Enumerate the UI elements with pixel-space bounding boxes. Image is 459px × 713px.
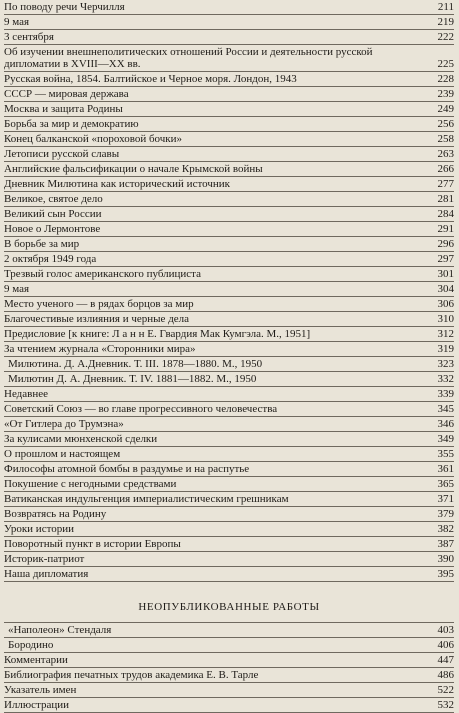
toc-entry xyxy=(4,683,454,698)
toc-entry-title: Поворотный пункт в истории Европы xyxy=(4,538,181,550)
toc-entry xyxy=(4,162,454,177)
toc-entry-page: 332 xyxy=(437,373,454,385)
toc-entry xyxy=(4,342,454,357)
toc-entry-title: Возвратясь на Родину xyxy=(4,508,107,520)
toc-entry-page: 365 xyxy=(437,478,454,490)
toc-entry-title: Уроки истории xyxy=(4,523,75,535)
toc-entry-title: 9 мая xyxy=(4,283,30,295)
toc-entry-title: Дневник Милютина как исторический источник xyxy=(4,178,230,190)
toc-entry-page: 319 xyxy=(437,343,454,355)
toc-entry-page: 379 xyxy=(437,508,454,520)
toc-entry xyxy=(4,177,454,192)
toc-entry xyxy=(4,87,454,102)
toc-entry-title: Место ученого — в рядах борцов за мир xyxy=(4,298,194,310)
toc-entry xyxy=(4,447,454,462)
toc-entry-page: 211 xyxy=(437,1,454,13)
toc-entry xyxy=(4,102,454,117)
toc-entry-page: 256 xyxy=(437,118,454,130)
toc-entry xyxy=(4,117,454,132)
toc-entry-title: Библиография печатных трудов академика Е. В. Тарле xyxy=(4,669,259,681)
toc-entry-title: Бородино xyxy=(8,639,54,651)
toc-entry-title: «От Гитлера до Трумэна» xyxy=(4,418,124,430)
toc-entry-title: Великое, святое дело xyxy=(4,193,103,205)
toc-entry-page: 395 xyxy=(437,568,454,580)
toc-entry-page: 346 xyxy=(437,418,454,430)
toc-entry-page: 310 xyxy=(437,313,454,325)
toc-entry-title: Иллюстрации xyxy=(4,699,70,711)
toc-entry xyxy=(4,237,454,252)
toc-entry-title: По поводу речи Черчилля xyxy=(4,1,125,13)
section-heading: НЕОПУБЛИКОВАННЫЕ РАБОТЫ xyxy=(4,598,454,623)
toc-entry xyxy=(4,492,454,507)
toc-entry-title: Недавнее xyxy=(4,388,49,400)
toc-entry-page: 312 xyxy=(437,328,454,340)
toc-entry-page: 390 xyxy=(437,553,454,565)
toc-entry xyxy=(4,638,454,653)
toc-entry-page: 225 xyxy=(437,58,454,70)
toc-entry-title: 9 мая xyxy=(4,16,30,28)
toc-entry-title: Покушение с негодными средствами xyxy=(4,478,177,490)
toc-entry-page: 222 xyxy=(437,31,454,43)
toc-entry-title: Благочестивые излияния и черные дела xyxy=(4,313,190,325)
toc-entry xyxy=(4,282,454,297)
toc-entry-page: 266 xyxy=(437,163,454,175)
toc-entry xyxy=(4,192,454,207)
toc-entry-title: Великий сын России xyxy=(4,208,102,220)
toc-entry-page: 297 xyxy=(437,253,454,265)
toc-entry xyxy=(4,207,454,222)
toc-entry-title: За чтением журнала «Сторонники мира» xyxy=(4,343,196,355)
toc-entry-page: 249 xyxy=(437,103,454,115)
toc-entry xyxy=(4,327,454,342)
toc-entry-page: 406 xyxy=(437,639,454,651)
toc-entry-page: 291 xyxy=(437,223,454,235)
toc-entry-page: 403 xyxy=(437,624,454,636)
toc-entry-page: 323 xyxy=(437,358,454,370)
toc-entry-title: Предисловие [к книге: Л а н н Е. Гвардия Мак Кумгэла. М., 1951] xyxy=(4,328,311,340)
toc-entry-title: Летописи русской славы xyxy=(4,148,120,160)
toc-entry-page: 239 xyxy=(437,88,454,100)
toc-entry xyxy=(4,668,454,683)
toc-entry xyxy=(4,132,454,147)
toc-entry-page: 532 xyxy=(437,699,454,711)
toc-entry xyxy=(4,698,454,713)
toc-entry-page: 382 xyxy=(437,523,454,535)
toc-entry xyxy=(4,522,454,537)
toc-entry-title: Борьба за мир и демократию xyxy=(4,118,139,130)
toc-entry-title: Москва и защита Родины xyxy=(4,103,123,115)
toc-entry xyxy=(4,297,454,312)
toc-entry-title: Конец балканской «пороховой бочки» xyxy=(4,133,183,145)
toc-entry-page: 522 xyxy=(437,684,454,696)
toc-entry xyxy=(4,462,454,477)
toc-entry-title: Комментарии xyxy=(4,654,68,666)
toc-entry xyxy=(4,653,454,668)
toc-entry-title: Философы атомной бомбы в раздумье и на распутье xyxy=(4,463,250,475)
toc-entry xyxy=(4,477,454,492)
toc-entry xyxy=(4,402,454,417)
toc-entry-page: 258 xyxy=(437,133,454,145)
toc-entry xyxy=(4,552,454,567)
toc-entry-page: 284 xyxy=(437,208,454,220)
toc-entry xyxy=(4,567,454,582)
toc-entry-page: 361 xyxy=(437,463,454,475)
toc-entry xyxy=(4,312,454,327)
toc-entry-title: Английские фальсификации о начале Крымской войны xyxy=(4,163,263,175)
toc-entry-title: Милютин Д. А. Дневник. Т. IV. 1881—1882. М., 1950 xyxy=(8,373,257,385)
toc-entry-page: 228 xyxy=(437,73,454,85)
toc-entry-page: 349 xyxy=(437,433,454,445)
toc-entry xyxy=(4,72,454,87)
toc-entry xyxy=(4,222,454,237)
toc-entry-page: 281 xyxy=(437,193,454,205)
toc-entry xyxy=(4,507,454,522)
toc-entry xyxy=(4,417,454,432)
toc-entry xyxy=(4,432,454,447)
toc-entry xyxy=(4,147,454,162)
toc-entry-page: 219 xyxy=(437,16,454,28)
toc-entry-title: Историк-патриот xyxy=(4,553,85,565)
toc-entry xyxy=(4,252,454,267)
toc-entry-page: 306 xyxy=(437,298,454,310)
toc-entry xyxy=(4,537,454,552)
toc-entry-title: Советский Союз — во главе прогрессивного человечества xyxy=(4,403,278,415)
toc-entry xyxy=(4,15,454,30)
toc-entry-page: 296 xyxy=(437,238,454,250)
toc-entry-page: 339 xyxy=(437,388,454,400)
toc-entry-title: СССР — мировая держава xyxy=(4,88,129,100)
contents-list xyxy=(4,0,454,713)
section-spacer xyxy=(4,582,454,598)
toc-entry-title: 3 сентября xyxy=(4,31,54,43)
toc-entry-title: Указатель имен xyxy=(4,684,77,696)
toc-entry-title: Русская война, 1854. Балтийское и Черное моря. Лондон, 1943 xyxy=(4,73,297,85)
toc-entry-title: «Наполеон» Стендаля xyxy=(8,624,112,636)
toc-entry-page: 345 xyxy=(437,403,454,415)
toc-entry-page: 447 xyxy=(437,654,454,666)
toc-entry xyxy=(4,387,454,402)
toc-entry-page: 371 xyxy=(437,493,454,505)
toc-entry-title: Трезвый голос американского публициста xyxy=(4,268,202,280)
toc-entry-title: Ватиканская индульгенция империалистическим грешникам xyxy=(4,493,289,505)
toc-entry xyxy=(4,0,454,15)
toc-entry-page: 355 xyxy=(437,448,454,460)
toc-entry xyxy=(4,372,454,387)
toc-entry xyxy=(4,267,454,282)
toc-entry-page: 301 xyxy=(437,268,454,280)
toc-entry-page: 277 xyxy=(437,178,454,190)
toc-entry-title: О прошлом и настоящем xyxy=(4,448,121,460)
toc-entry-title: Об изучении внешнеполитических отношений России и деятельности русской дипломатии в XVIII—XX вв. xyxy=(4,46,373,70)
toc-entry-page: 387 xyxy=(437,538,454,550)
toc-entry-page: 304 xyxy=(437,283,454,295)
toc-entry-page: 263 xyxy=(437,148,454,160)
toc-entry-page: 486 xyxy=(437,669,454,681)
toc-entry-title: Новое о Лермонтове xyxy=(4,223,101,235)
toc-entry-title: Милютина. Д. А.Дневник. Т. III. 1878—1880. М., 1950 xyxy=(8,358,263,370)
toc-entry-title: За кулисами мюнхенской сделки xyxy=(4,433,158,445)
toc-entry xyxy=(4,357,454,372)
toc-entry-title: 2 октября 1949 года xyxy=(4,253,97,265)
toc-entry-title: Наша дипломатия xyxy=(4,568,89,580)
toc-entry-title: В борьбе за мир xyxy=(4,238,80,250)
toc-entry xyxy=(4,623,454,638)
toc-entry xyxy=(4,30,454,45)
toc-entry xyxy=(4,45,454,72)
